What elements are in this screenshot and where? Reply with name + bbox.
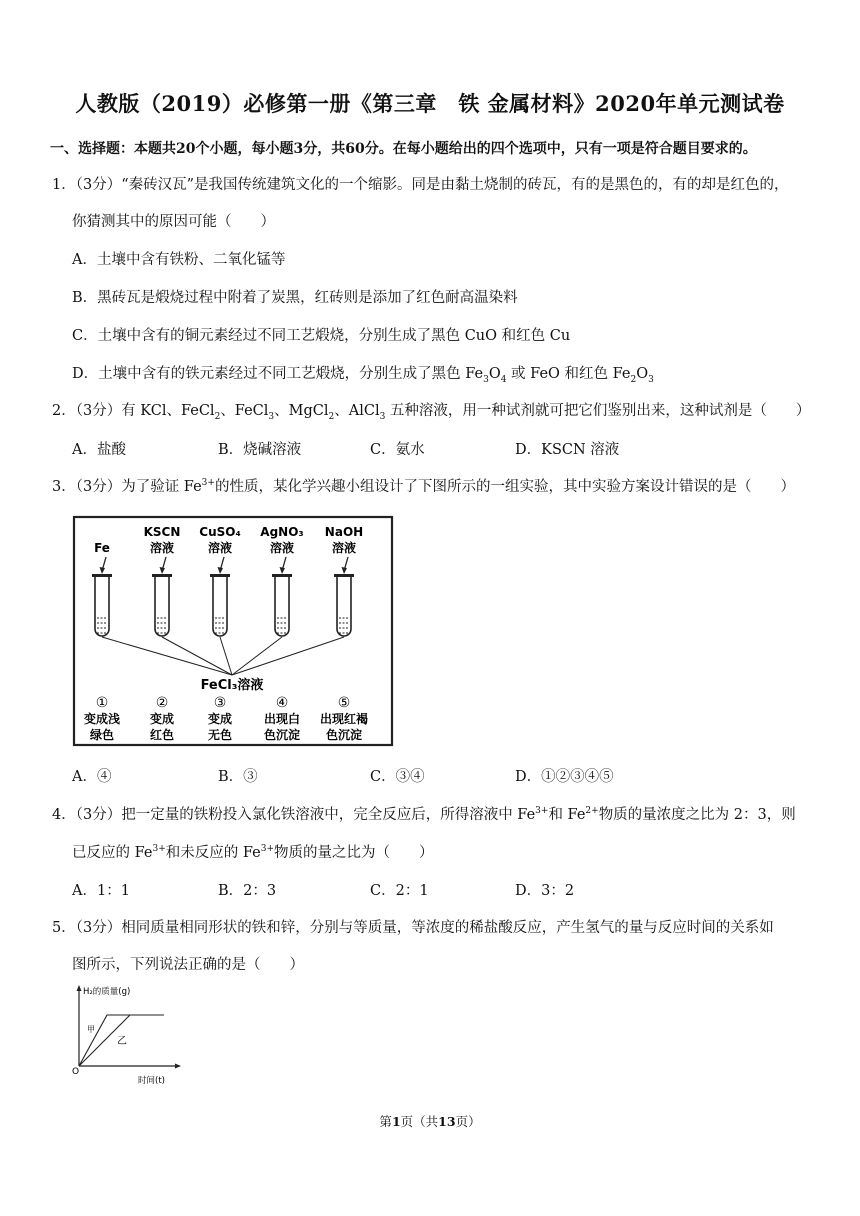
result-text-2: 色沉淀 <box>263 728 301 742</box>
y-axis-arrow <box>77 985 82 991</box>
tube-rim <box>210 574 230 577</box>
q4-stem-line2: 已反应的 $Fe^{3+}$和未反应的 $Fe^{3+}$物质的量之比为（ ） <box>72 844 434 861</box>
result-text-1: 变成 <box>207 712 233 726</box>
q3-stem: 3．（3分）为了验证 $Fe^{3+}$的性质，某化学兴趣小组设计了下图所示的一组实验，其中实验方案设计错误的是（ ） <box>52 478 795 495</box>
origin-label: O <box>72 1067 80 1077</box>
q2-stem: 2．（3分）有 KCl、FeCl$_2$、FeCl$_3$、MgCl$_2$、AlCl$_3$ 五种溶液，用一种试剂就可把它们鉴别出来，这种试剂是（ ） <box>52 403 811 422</box>
q4-option-d: D．3：2 <box>515 883 575 899</box>
reagent-name: Fe <box>94 541 110 555</box>
result-number: ⑤ <box>337 695 351 711</box>
tube-rim <box>92 574 112 577</box>
q4-option-c: C．2：1 <box>370 883 429 899</box>
q4-option-b: B．2：3 <box>218 883 277 899</box>
result-number: ② <box>155 695 169 711</box>
reagent-type: 溶液 <box>207 541 233 555</box>
result-text-2: 无色 <box>207 728 233 742</box>
reagent-type: 溶液 <box>331 541 357 555</box>
y-axis-label: H₂的质量(g) <box>83 987 131 997</box>
q1-option-b: B．黑砖瓦是煅烧过程中附着了炭黑，红砖则是添加了红色耐高温染料 <box>72 290 518 306</box>
reagent-type: 溶液 <box>269 541 295 555</box>
q5-stem-line1: 5．（3分）相同质量相同形状的铁和锌，分别与等质量，等浓度的稀盐酸反应，产生氢气的量与反应时间的关系如 <box>52 920 774 936</box>
q2-option-a: A．盐酸 <box>72 442 126 458</box>
section-heading: 一、选择题：本题共20个小题，每小题3分，共60分。在每小题给出的四个选项中，只有一项是符合题目要求的。 <box>50 141 757 157</box>
reagent-name: CuSO₄ <box>199 525 241 539</box>
q5-hydrogen-graph <box>70 982 195 1087</box>
result-number: ④ <box>275 695 289 711</box>
reagent-name: KSCN <box>143 525 181 539</box>
q3-experiment-figure <box>72 515 394 747</box>
x-axis-label: 时间(t) <box>138 1076 165 1086</box>
result-text-1: 出现白 <box>263 712 301 726</box>
q3-option-d: D．①②③④⑤ <box>515 769 614 785</box>
q1-option-a: A．土壤中含有铁粉、二氧化锰等 <box>72 252 286 268</box>
result-number: ① <box>95 695 109 711</box>
q3-option-b: B．③ <box>218 769 258 785</box>
q3-option-a: A．④ <box>72 769 112 785</box>
reagent-name: NaOH <box>324 525 364 539</box>
line-jia-label: 甲 <box>87 1025 95 1034</box>
result-text-1: 变成 <box>149 712 175 726</box>
q4-option-a: A．1：1 <box>72 883 130 899</box>
tube-rim <box>334 574 354 577</box>
reagent-name: AgNO₃ <box>260 525 304 539</box>
result-text-1: 出现红褐 <box>319 712 369 726</box>
q2-option-c: C．氨水 <box>370 442 425 458</box>
q2-option-b: B．烧碱溶液 <box>218 442 302 458</box>
page-footer: 第1页（共13页） <box>379 1114 481 1129</box>
result-number: ③ <box>213 695 227 711</box>
tube-rim <box>152 574 172 577</box>
q1-option-c: C．土壤中含有的铜元素经过不同工艺煅烧，分别生成了黑色 CuO 和红色 Cu <box>72 328 571 344</box>
line-yi-label: 乙 <box>117 1036 127 1047</box>
result-text-2: 色沉淀 <box>325 728 363 742</box>
q1-stem-line1: 1．（3分）“秦砖汉瓦”是我国传统建筑文化的一个缩影。同是由黏土烧制的砖瓦，有的是黑色的，有的却是红色的， <box>52 177 789 193</box>
q1-stem-line2: 你猜测其中的原因可能（ ） <box>72 214 275 230</box>
q3-option-c: C．③④ <box>370 769 425 785</box>
q1-option-d: D．土壤中含有的铁元素经过不同工艺煅烧，分别生成了黑色 $Fe_3O_4$ 或 FeO 和红色 $Fe_2O_3$ <box>72 366 654 385</box>
reagent-type: 溶液 <box>149 541 175 555</box>
q4-stem-line1: 4．（3分）把一定量的铁粉投入氯化铁溶液中，完全反应后，所得溶液中 $Fe^{3+}$和 $Fe^{2+}$物质的量浓度之比为 2：3，则 <box>52 806 796 823</box>
page-title: 人教版（2019）必修第一册《第三章 铁 金属材料》2020年单元测试卷 <box>75 91 785 116</box>
fecl3-label: FeCl₃溶液 <box>200 678 264 693</box>
x-axis-arrow <box>175 1064 181 1069</box>
result-text-2: 绿色 <box>89 728 115 742</box>
q2-option-d: D．KSCN 溶液 <box>515 442 620 458</box>
result-text-2: 红色 <box>149 728 175 742</box>
tube-rim <box>272 574 292 577</box>
result-text-1: 变成浅 <box>83 712 121 726</box>
q5-stem-line2: 图所示，下列说法正确的是（ ） <box>72 957 304 973</box>
